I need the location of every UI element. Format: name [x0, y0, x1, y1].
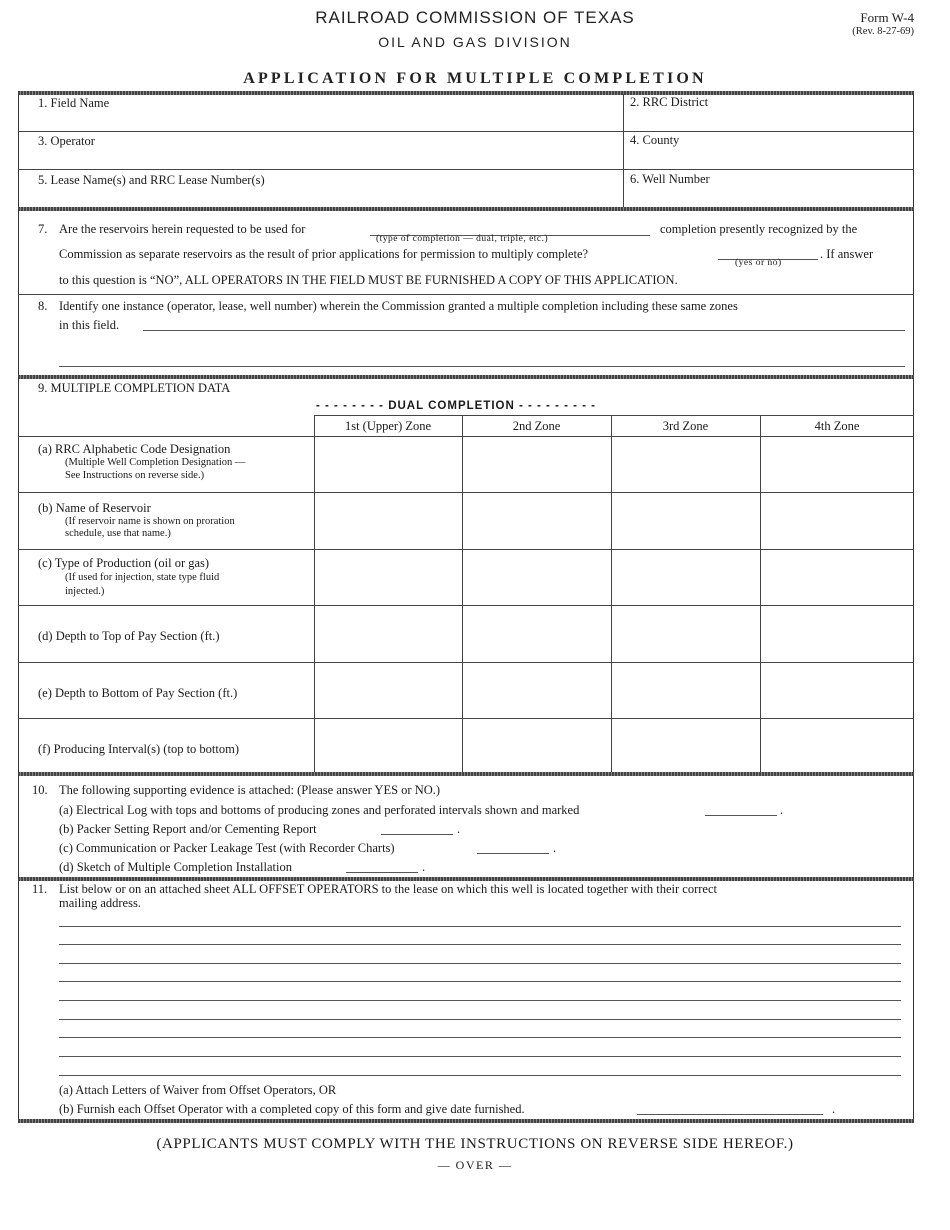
q10-intro: The following supporting evidence is attached: (Please answer YES or NO.) [59, 783, 441, 797]
q10-d-period: . [422, 860, 426, 874]
offset-operator-line-2[interactable] [59, 944, 901, 945]
form-identifier [852, 11, 914, 39]
rule-section-7 [18, 207, 914, 211]
q8-text-line2: in this field. [59, 318, 120, 332]
row-a-label: (a) RRC Alphabetic Code Designation [38, 442, 231, 456]
divider-vertical-header [623, 94, 624, 208]
col-divider-3 [611, 415, 612, 773]
rule-section-11 [18, 877, 914, 881]
q7-text-part2: completion presently recognized by the [660, 222, 858, 236]
form-revision: (Rev. 8-27-69) [852, 26, 914, 37]
row-b-note1: (If reservoir name is shown on proration [65, 516, 235, 527]
lease-name-label[interactable]: 5. Lease Name(s) and RRC Lease Number(s) [38, 173, 265, 187]
q10-b-blank[interactable] [381, 834, 453, 835]
operator-label[interactable]: 3. Operator [38, 134, 95, 148]
q8-blank-1[interactable] [143, 330, 905, 331]
q8-number: 8. [38, 299, 48, 313]
instructions-notice: (APPLICANTS MUST COMPLY WITH THE INSTRUCTIONS ON REVERSE SIDE HEREOF.) [156, 1136, 794, 1152]
rule-bottom [18, 1119, 914, 1123]
q8-blank-2[interactable] [59, 366, 905, 367]
q10-item-a: (a) Electrical Log with tops and bottoms of producing zones and perforated intervals shown and marked [59, 803, 580, 817]
q11-text-line2: mailing address. [59, 896, 141, 910]
over-indicator: — OVER — [437, 1158, 513, 1172]
q7-text-part1: Are the reservoirs herein requested to be used for [59, 222, 306, 236]
q10-a-period: . [780, 803, 784, 817]
well-number-label[interactable]: 6. Well Number [630, 172, 710, 186]
q7-number: 7. [38, 222, 48, 236]
divider-row-1 [18, 131, 914, 132]
q7-text-line3: to this question is “NO”, ALL OPERATORS IN THE FIELD MUST BE FURNISHED A COPY OF THIS APPLICATION. [59, 273, 678, 287]
row-divider-e [18, 718, 914, 719]
q7-yesno-hint: (yes or no) [735, 258, 782, 268]
q7-type-hint: (type of completion — dual, triple, etc.) [376, 234, 549, 244]
q7-text-part3: . If answer [820, 247, 874, 261]
row-d-label: (d) Depth to Top of Pay Section (ft.) [38, 629, 220, 643]
row-c-note2: injected.) [65, 586, 105, 597]
q7-text-line2: Commission as separate reservoirs as the result of prior applications for permission to multiply complete? [59, 247, 589, 261]
row-divider-b [18, 549, 914, 550]
q11-text-line1: List below or on an attached sheet ALL OFFSET OPERATORS to the lease on which this well is located together with their correct [59, 882, 717, 896]
rrc-district-label[interactable]: 2. RRC District [630, 95, 709, 109]
offset-operator-line-7[interactable] [59, 1037, 901, 1038]
row-c-note1: (If used for injection, state type fluid [65, 572, 220, 583]
divider-row-2 [18, 169, 914, 170]
q10-d-blank[interactable] [346, 872, 418, 873]
q10-item-d: (d) Sketch of Multiple Completion Installation [59, 860, 292, 874]
agency-name: RAILROAD COMMISSION OF TEXAS [315, 8, 635, 27]
row-f-label: (f) Producing Interval(s) (top to bottom) [38, 742, 239, 756]
q10-c-blank[interactable] [477, 853, 549, 854]
q11-item-b: (b) Furnish each Offset Operator with a completed copy of this form and give date furnished. [59, 1102, 525, 1116]
q11-item-a: (a) Attach Letters of Waiver from Offset Operators, OR [59, 1083, 337, 1097]
q9-title: 9. MULTIPLE COMPLETION DATA [38, 381, 231, 395]
division-name: OIL AND GAS DIVISION [378, 34, 572, 50]
offset-operator-line-9[interactable] [59, 1075, 901, 1076]
q10-number: 10. [32, 783, 48, 797]
field-name-label[interactable]: 1. Field Name [38, 96, 110, 110]
offset-operator-line-4[interactable] [59, 981, 901, 982]
row-divider-d [18, 662, 914, 663]
zone-header-bottom [18, 436, 914, 437]
q10-b-period: . [457, 822, 461, 836]
row-b-note2: schedule, use that name.) [65, 528, 171, 539]
row-b-label: (b) Name of Reservoir [38, 501, 151, 515]
rule-top [18, 91, 914, 95]
divider-q8 [18, 294, 914, 295]
dual-completion-heading: - - - - - - - - DUAL COMPLETION - - - - - - - - - [316, 400, 597, 412]
rule-section-9 [18, 375, 914, 379]
zone-1-header: 1st (Upper) Zone [344, 419, 432, 433]
col-divider-2 [462, 415, 463, 773]
offset-operator-line-3[interactable] [59, 963, 901, 964]
zone-4-header: 4th Zone [814, 419, 860, 433]
zone-3-header: 3rd Zone [662, 419, 709, 433]
q10-a-blank[interactable] [705, 815, 777, 816]
q8-text-line1: Identify one instance (operator, lease, well number) wherein the Commission granted a multiple completion including these same zones [59, 299, 738, 313]
county-label[interactable]: 4. County [630, 133, 680, 147]
row-c-label: (c) Type of Production (oil or gas) [38, 556, 210, 570]
form-title: APPLICATION FOR MULTIPLE COMPLETION [243, 70, 707, 87]
form-number: Form W-4 [860, 10, 914, 25]
q11-number: 11. [32, 882, 48, 896]
row-divider-a [18, 492, 914, 493]
col-divider-4 [760, 415, 761, 773]
q10-c-period: . [553, 841, 557, 855]
rule-section-10 [18, 772, 914, 776]
row-divider-c [18, 605, 914, 606]
row-a-note1: (Multiple Well Completion Designation — [65, 457, 246, 468]
zone-header-top [314, 415, 914, 416]
row-a-note2: See Instructions on reverse side.) [65, 470, 205, 481]
q11-date-blank[interactable] [637, 1114, 823, 1115]
q11-b-period: . [832, 1102, 836, 1116]
col-divider-1 [314, 415, 315, 773]
offset-operator-line-8[interactable] [59, 1056, 901, 1057]
zone-2-header: 2nd Zone [512, 419, 561, 433]
offset-operator-line-1[interactable] [59, 926, 901, 927]
offset-operator-line-5[interactable] [59, 1000, 901, 1001]
q10-item-b: (b) Packer Setting Report and/or Cementing Report [59, 822, 317, 836]
offset-operator-line-6[interactable] [59, 1019, 901, 1020]
row-e-label: (e) Depth to Bottom of Pay Section (ft.) [38, 686, 238, 700]
q10-item-c: (c) Communication or Packer Leakage Test (with Recorder Charts) [59, 841, 395, 855]
